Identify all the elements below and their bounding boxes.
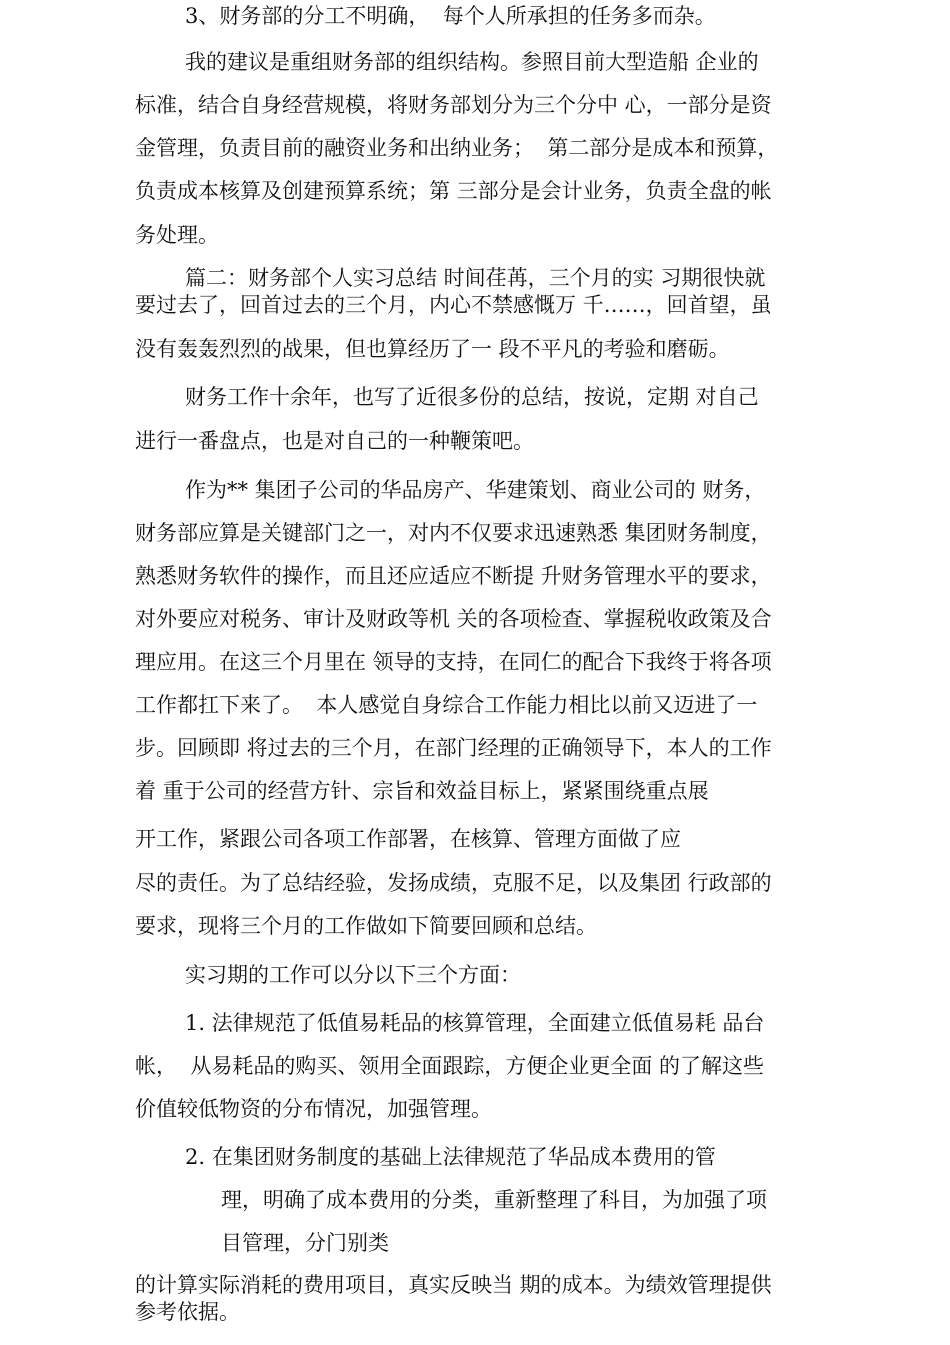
text-line: 着 重于公司的经营方针、宗旨和效益目标上，紧紧围绕重点展	[135, 779, 709, 803]
text-line: 标准，结合自身经营规模，将财务部划分为三个分中 心，一部分是资	[135, 93, 772, 117]
text-line: 帐， 从易耗品的购买、领用全面跟踪，方便企业更全面 的了解这些	[135, 1054, 765, 1078]
text-line: 要求，现将三个月的工作做如下简要回顾和总结。	[135, 914, 597, 938]
text-line: 要过去了，回首过去的三个月，内心不禁感慨万 千……，回首望，虽	[135, 293, 772, 317]
text-line: 参考依据。	[135, 1300, 240, 1324]
text-line: 尽的责任。为了总结经验，发扬成绩，克服不足，以及集团 行政部的	[135, 871, 772, 895]
text-line: 2. 在集团财务制度的基础上法律规范了华品成本费用的管	[185, 1145, 716, 1169]
text-line: 3、财务部的分工不明确， 每个人所承担的任务多而杂。	[185, 4, 716, 28]
text-line: 理，明确了成本费用的分类，重新整理了科目，为加强了项	[221, 1188, 767, 1212]
text-line: 1. 法律规范了低值易耗品的核算管理，全面建立低值易耗 品台	[185, 1011, 765, 1035]
text-line: 开工作，紧跟公司各项工作部署，在核算、管理方面做了应	[135, 827, 681, 851]
text-line: 对外要应对税务、审计及财政等机 关的各项检查、掌握税收政策及合	[135, 607, 772, 631]
text-line: 目管理，分门别类	[221, 1231, 389, 1255]
text-line: 进行一番盘点，也是对自己的一种鞭策吧。	[135, 429, 534, 453]
text-line: 工作都扛下来了。 本人感觉自身综合工作能力相比以前又迈进了一	[135, 693, 758, 717]
text-line: 实习期的工作可以分以下三个方面：	[185, 963, 521, 987]
text-line: 理应用。在这三个月里在 领导的支持，在同仁的配合下我终于将各项	[135, 650, 772, 674]
text-line: 没有轰轰烈烈的战果，但也算经历了一 段不平凡的考验和磨砺。	[135, 337, 730, 361]
text-line: 步。回顾即 将过去的三个月，在部门经理的正确领导下，本人的工作	[135, 736, 772, 760]
text-line: 我的建议是重组财务部的组织结构。参照目前大型造船 企业的	[185, 50, 759, 74]
text-line: 财务工作十余年，也写了近很多份的总结，按说，定期 对自己	[185, 385, 759, 409]
text-line: 价值较低物资的分布情况，加强管理。	[135, 1097, 492, 1121]
text-line: 熟悉财务软件的操作，而且还应适应不断提 升财务管理水平的要求，	[135, 564, 772, 588]
text-line: 篇二：财务部个人实习总结 时间荏苒，三个月的实 习期很快就	[185, 266, 766, 290]
text-line: 作为** 集团子公司的华品房产、华建策划、商业公司的 财务，	[185, 478, 766, 502]
text-line: 财务部应算是关键部门之一，对内不仅要求迅速熟悉 集团财务制度，	[135, 521, 772, 545]
text-line: 金管理，负责目前的融资业务和出纳业务； 第二部分是成本和预算，	[135, 136, 779, 160]
text-line: 的计算实际消耗的费用项目，真实反映当 期的成本。为绩效管理提供	[135, 1273, 772, 1297]
text-line: 务处理。	[135, 223, 219, 247]
text-line: 负责成本核算及创建预算系统；第 三部分是会计业务，负责全盘的帐	[135, 179, 772, 203]
